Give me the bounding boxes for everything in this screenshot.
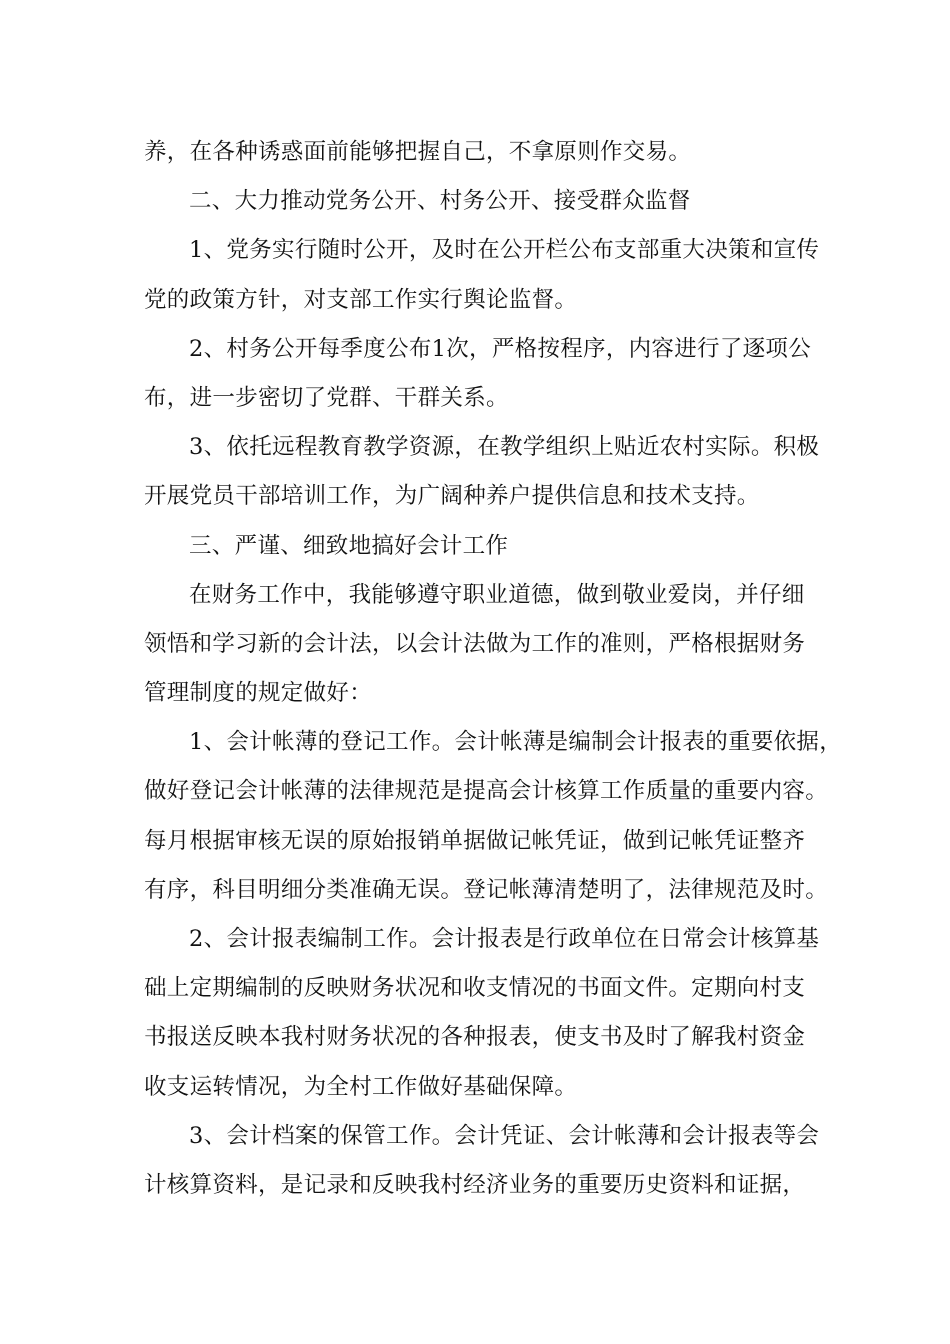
text-line: 做好登记会计帐薄的法律规范是提高会计核算工作质量的重要内容。 <box>144 778 829 805</box>
text-line: 1、会计帐薄的登记工作。会计帐薄是编制会计报表的重要依据， <box>189 729 843 756</box>
section-heading: 三、严谨、细致地搞好会计工作 <box>189 532 509 559</box>
text-line: 每月根据审核无误的原始报销单据做记帐凭证，做到记帐凭证整齐 <box>144 827 806 854</box>
text-line: 开展党员干部培训工作，为广阔种养户提供信息和技术支持。 <box>144 483 760 510</box>
text-line: 布，进一步密切了党群、干群关系。 <box>144 384 509 411</box>
text-line: 书报送反映本我村财务状况的各种报表，使支书及时了解我村资金 <box>144 1024 806 1051</box>
text-line: 党的政策方针，对支部工作实行舆论监督。 <box>144 286 578 313</box>
document-page <box>144 128 843 1210</box>
section-heading: 二、大力推动党务公开、村务公开、接受群众监督 <box>189 188 691 215</box>
text-line: 收支运转情况，为全村工作做好基础保障。 <box>144 1073 578 1100</box>
text-line: 础上定期编制的反映财务状况和收支情况的书面文件。定期向村支 <box>144 975 806 1002</box>
text-line: 养，在各种诱惑面前能够把握自己，不拿原则作交易。 <box>144 139 692 165</box>
text-line: 领悟和学习新的会计法，以会计法做为工作的准则，严格根据财务 <box>144 630 806 657</box>
text-line: 管理制度的规定做好： <box>144 680 373 707</box>
text-line: 计核算资料，是记录和反映我村经济业务的重要历史资料和证据， <box>144 1171 806 1198</box>
text-line: 1、党务实行随时公开，及时在公开栏公布支部重大决策和宣传 <box>189 237 820 264</box>
text-line: 有序，科目明细分类准确无误。登记帐薄清楚明了，法律规范及时。 <box>144 876 829 903</box>
text-line: 2、村务公开每季度公布1次，严格按程序，内容进行了逐项公 <box>189 335 812 362</box>
text-line: 2、会计报表编制工作。会计报表是行政单位在日常会计核算基 <box>189 926 820 952</box>
text-line: 3、依托远程教育教学资源，在教学组织上贴近农村实际。积极 <box>189 434 820 461</box>
text-line: 在财务工作中，我能够遵守职业道德，做到敬业爱岗，并仔细 <box>189 581 805 608</box>
text-line: 3、会计档案的保管工作。会计凭证、会计帐薄和会计报表等会 <box>189 1122 820 1149</box>
